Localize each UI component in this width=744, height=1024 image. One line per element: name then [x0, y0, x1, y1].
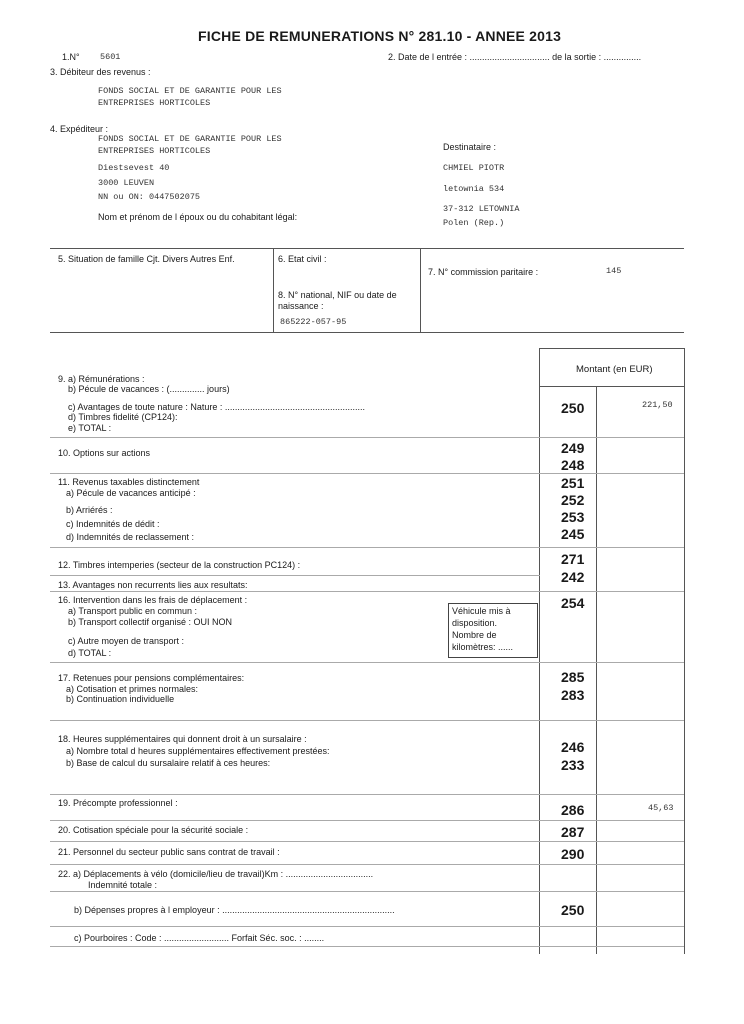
item-9a: 9. a) Rémunérations : [58, 374, 145, 384]
commission-label: 7. N° commission paritaire : [428, 267, 539, 277]
item-9b: b) Pécule de vacances : (.............. jours) [68, 384, 230, 394]
item-18: 18. Heures supplémentaires qui donnent droit à un sursalaire : [58, 734, 307, 744]
sender-line-1: FONDS SOCIAL ET DE GARANTIE POUR LES [98, 134, 282, 144]
item-16d: d) TOTAL : [68, 648, 112, 658]
amount-header-top [539, 348, 684, 349]
divider [50, 547, 684, 548]
item-11b: b) Arriérés : [66, 505, 113, 515]
recipient-city: 37-312 LETOWNIA [443, 204, 520, 214]
code-250-b: 250 [561, 902, 585, 918]
item-17a: a) Cotisation et primes normales: [66, 684, 199, 694]
item-11c: c) Indemnités de dédit : [66, 519, 160, 529]
code-246: 246 [561, 739, 585, 755]
vehicle-line-2: disposition. [452, 618, 498, 628]
amount-286: 45,63 [648, 803, 674, 813]
code-285: 285 [561, 669, 585, 685]
item-22a: 22. a) Déplacements à vélo (domicile/lieu de travail)Km : ................................... [58, 869, 374, 879]
item-22c: c) Pourboires : Code : .......................... Forfait Séc. soc. : ........ [74, 933, 325, 943]
item-18a: a) Nombre total d heures supplémentaires effectivement prestées: [66, 746, 330, 756]
national-number-label: 8. N° national, NIF ou date de [278, 290, 397, 300]
sender-city: 3000 LEUVEN [98, 178, 155, 188]
divider [50, 473, 684, 474]
item-16: 16. Intervention dans les frais de déplacement : [58, 595, 248, 605]
code-252: 252 [561, 492, 585, 508]
divider [420, 248, 421, 332]
item-17: 17. Retenues pour pensions complémentaires: [58, 673, 245, 683]
amount-header: Montant (en EUR) [576, 364, 653, 375]
code-248: 248 [561, 457, 585, 473]
divider [50, 591, 684, 592]
item-16a: a) Transport public en commun : [68, 606, 198, 616]
recipient-name: CHMIEL PIOTR [443, 163, 505, 173]
amount-header-bottom [539, 386, 684, 387]
amount-column-right-border [684, 348, 685, 954]
divider [50, 437, 684, 438]
item-20: 20. Cotisation spéciale pour la sécurité sociale : [58, 825, 249, 835]
vehicle-line-4: kilomètres: ...... [452, 642, 514, 652]
debtor-line-2: ENTREPRISES HORTICOLES [98, 98, 211, 108]
recipient-street: letownia 534 [443, 184, 505, 194]
item-22b: b) Dépenses propres à l employeur : ..................................................................... [74, 905, 395, 915]
national-number-value: 865222-057-95 [280, 317, 347, 327]
divider [50, 841, 684, 842]
vehicle-line-3: Nombre de [452, 630, 497, 640]
sender-street: Diestsevest 40 [98, 163, 170, 173]
code-249: 249 [561, 440, 585, 456]
item-10: 10. Options sur actions [58, 448, 151, 458]
commission-value: 145 [606, 266, 622, 276]
divider [50, 946, 684, 947]
item-22a-total: Indemnité totale : [88, 880, 158, 890]
item-11d: d) Indemnités de reclassement : [66, 532, 195, 542]
code-271: 271 [561, 551, 585, 567]
sender-line-2: ENTREPRISES HORTICOLES [98, 146, 211, 156]
code-245: 245 [561, 526, 585, 542]
recipient-country: Polen (Rep.) [443, 218, 505, 228]
debtor-label: 3. Débiteur des revenus : [50, 67, 151, 77]
item-9e: e) TOTAL : [68, 423, 112, 433]
code-290: 290 [561, 846, 585, 862]
amount-column-left-border [596, 386, 597, 954]
debtor-line-1: FONDS SOCIAL ET DE GARANTIE POUR LES [98, 86, 282, 96]
code-242: 242 [561, 569, 585, 585]
civil-status-label: 6. Etat civil : [278, 254, 327, 264]
divider [50, 720, 684, 721]
code-250: 250 [561, 400, 585, 416]
sender-nn: NN ou ON: 0447502075 [98, 192, 201, 202]
code-286: 286 [561, 802, 585, 818]
item-16b: b) Transport collectif organisé : OUI NON [68, 617, 233, 627]
code-251: 251 [561, 475, 585, 491]
divider [50, 575, 540, 576]
item-19: 19. Précompte professionnel : [58, 798, 178, 808]
divider [273, 248, 274, 332]
code-287: 287 [561, 824, 585, 840]
item-16c: c) Autre moyen de transport : [68, 636, 185, 646]
item-9c: c) Avantages de toute nature : Nature : ........................................................ [68, 402, 365, 412]
divider [50, 864, 684, 865]
code-253: 253 [561, 509, 585, 525]
entry-date-label: 2. Date de l entrée : ................................ de la sortie : ............... [388, 52, 642, 62]
item-11: 11. Revenus taxables distinctement [58, 477, 200, 487]
divider [50, 662, 684, 663]
amount-250: 221,50 [642, 400, 673, 410]
n1-label: 1.N° [62, 52, 80, 62]
divider [50, 248, 684, 249]
item-13: 13. Avantages non recurrents lies aux resultats: [58, 580, 248, 590]
item-9d: d) Timbres fidelité (CP124): [68, 412, 178, 422]
vehicle-line-1: Véhicule mis à [452, 606, 511, 616]
page-title: FICHE DE REMUNERATIONS N° 281.10 - ANNEE 2013 [198, 28, 562, 44]
code-233: 233 [561, 757, 585, 773]
divider [50, 332, 684, 333]
code-254: 254 [561, 595, 585, 611]
recipient-label: Destinataire : [443, 142, 497, 152]
item-11a: a) Pécule de vacances anticipé : [66, 488, 196, 498]
item-17b: b) Continuation individuelle [66, 694, 175, 704]
divider [50, 820, 684, 821]
item-18b: b) Base de calcul du sursalaire relatif à ces heures: [66, 758, 271, 768]
item-12: 12. Timbres intemperies (secteur de la construction PC124) : [58, 560, 301, 570]
divider [50, 926, 684, 927]
national-number-label-2: naissance : [278, 301, 324, 311]
sender-label: 4. Expéditeur : [50, 124, 109, 134]
n1-value: 5601 [100, 52, 121, 62]
divider [50, 891, 684, 892]
family-situation-label: 5. Situation de famille Cjt. Divers Autres Enf. [58, 254, 235, 264]
divider [50, 794, 684, 795]
code-283: 283 [561, 687, 585, 703]
item-21: 21. Personnel du secteur public sans contrat de travail : [58, 847, 280, 857]
spouse-label: Nom et prénom de l époux ou du cohabitant légal: [98, 212, 298, 222]
